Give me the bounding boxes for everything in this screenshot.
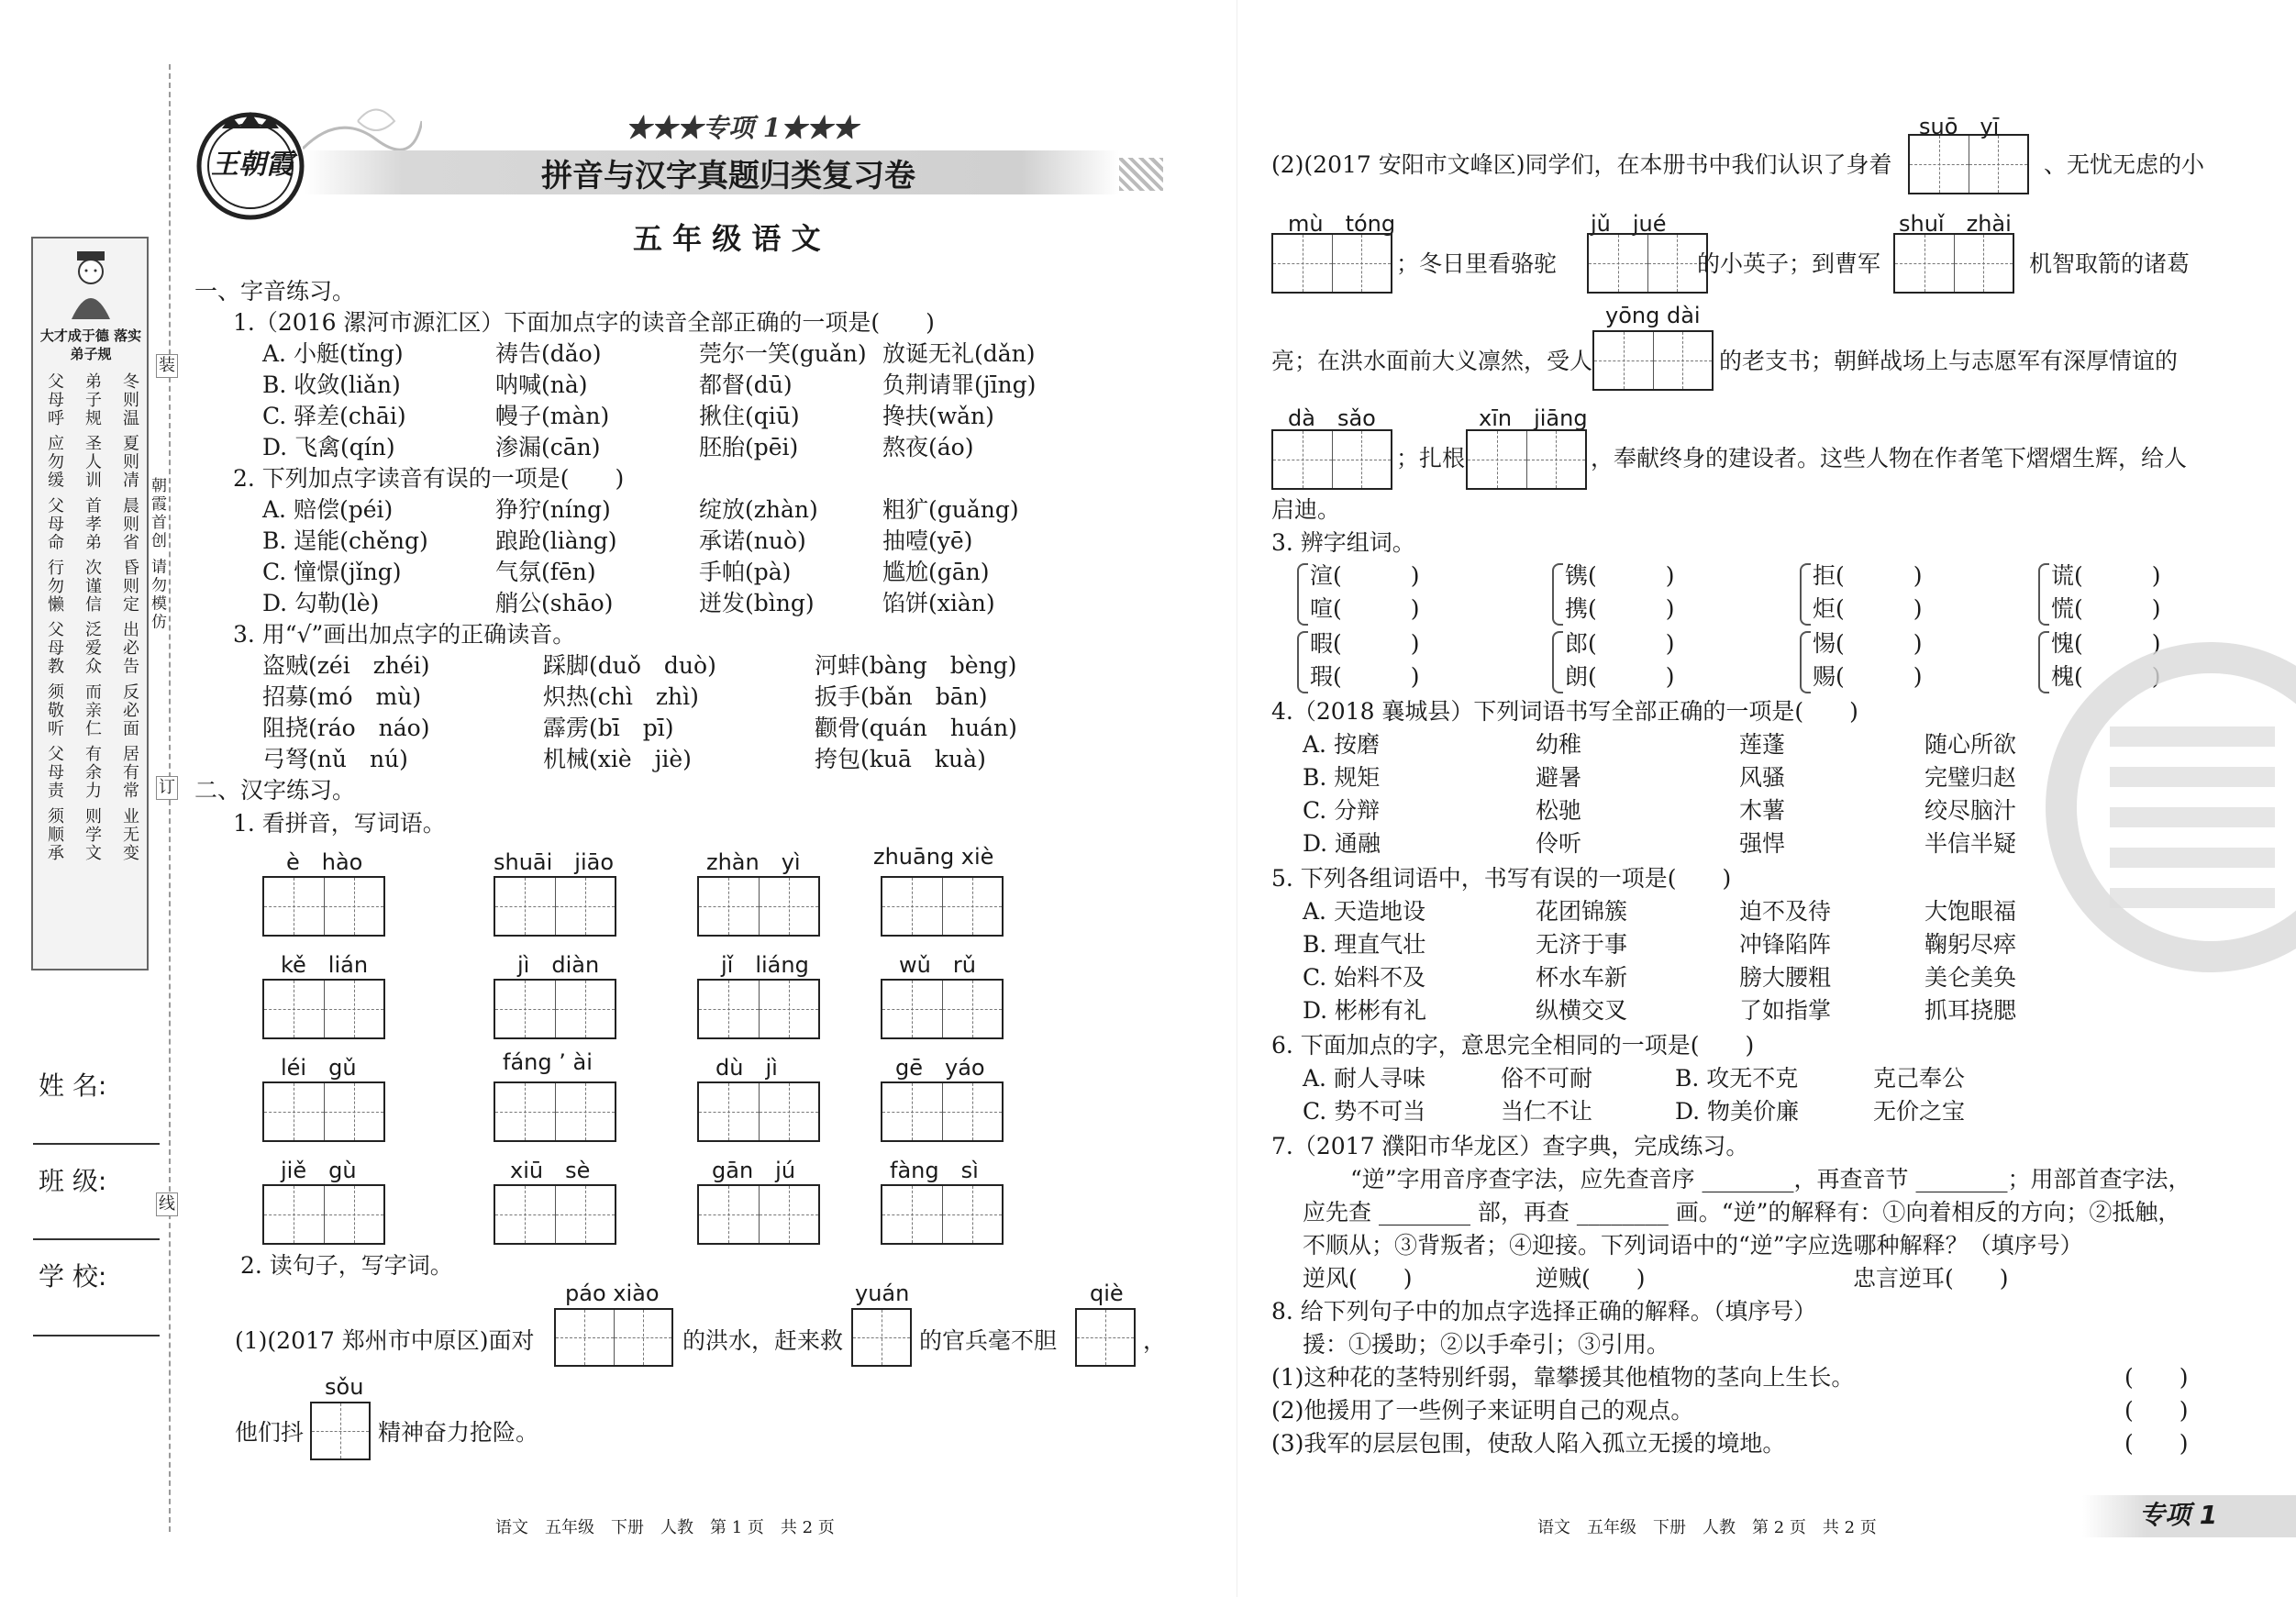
question-stem: 1.（2016 漯河市源汇区）下面加点字的读音全部正确的一项是( ) — [233, 309, 935, 336]
seal-watermark-glyph — [2110, 706, 2275, 908]
sentence-text: 的老支书；朝鲜战场上与志愿军有深厚情谊的 — [1719, 348, 2179, 374]
question-stem: 2. 下列加点字读音有误的一项是( ) — [233, 465, 625, 492]
option-cell: 当仁不让 — [1501, 1098, 1593, 1125]
option-cell: 完璧归赵 — [1924, 764, 2017, 791]
writing-box[interactable] — [1587, 233, 1708, 294]
group-brace — [1297, 631, 1308, 693]
option-cell: 随心所欲 — [1924, 731, 2017, 758]
name-field-line[interactable] — [33, 1143, 160, 1145]
pinyin-label: gē yáo — [895, 1055, 985, 1081]
pinyin-label: yuán — [855, 1281, 910, 1306]
char-item: 镌( ) — [1565, 562, 1675, 589]
pinyin-label: jiě gù — [281, 1158, 357, 1183]
option-cell: 无价之宝 — [1873, 1098, 1966, 1125]
writing-box[interactable] — [1592, 330, 1714, 391]
sentence-text: 的小英子；到曹军 — [1697, 250, 1881, 277]
option-cell: B. 理直气壮 — [1303, 931, 1426, 958]
group-brace — [2038, 631, 2049, 693]
option-cell: 呐喊(nà) — [495, 372, 588, 398]
sentence-text: ；冬日里看骆驼 — [1396, 250, 1558, 277]
option-cell: 莞尔一笑(guǎn) — [699, 340, 867, 367]
char-item: 赐( ) — [1813, 663, 1923, 690]
sentence-text: 机智取箭的诸葛 — [2029, 250, 2191, 277]
option-cell: 逆风( ) — [1303, 1265, 1413, 1292]
pinyin-label: fáng ’ ài — [503, 1049, 593, 1075]
class-label: 班 级: — [39, 1166, 107, 1196]
option-cell: 无济于事 — [1536, 931, 1628, 958]
group-brace — [1800, 563, 1811, 626]
writing-box[interactable] — [262, 876, 385, 937]
pinyin-label: xīn jiāng — [1479, 405, 1588, 431]
sentence-text: 的官兵毫不胆 — [919, 1327, 1058, 1354]
pinyin-label: shuǐ zhài — [1899, 211, 2012, 237]
option-cell: 花团锦簇 — [1536, 898, 1628, 925]
sentence-item: (1)这种花的茎特别纤弱，靠攀援其他植物的茎向上生长。 — [1271, 1364, 1855, 1391]
page-footer: 语文 五年级 下册 人教 第 1 页 共 2 页 — [495, 1518, 835, 1537]
writing-box[interactable] — [881, 876, 1004, 937]
option-cell: 幼稚 — [1536, 731, 1582, 758]
group-brace — [2038, 563, 2049, 626]
option-cell: 幔子(màn) — [495, 403, 610, 429]
option-cell: C. 始料不及 — [1303, 964, 1426, 991]
answer-paren[interactable]: ( ) — [2124, 1430, 2189, 1457]
option-cell: 冲锋陷阵 — [1739, 931, 1832, 958]
pinyin-label: léi gǔ — [281, 1055, 357, 1081]
option-cell: 手帕(pà) — [699, 559, 792, 585]
char-item: 炬( ) — [1813, 595, 1923, 622]
pinyin-label: wǔ rǔ — [899, 952, 976, 978]
option-cell: 忠言逆耳( ) — [1853, 1265, 2009, 1292]
copyright-note: 朝霞首创 请勿模仿 — [148, 477, 166, 632]
option-cell: 挎包(kuā kuà) — [815, 746, 986, 772]
answer-paren[interactable]: ( ) — [2124, 1397, 2189, 1424]
question-stem: 1. 看拼音，写词语。 — [233, 810, 446, 837]
writing-box[interactable] — [881, 1081, 1004, 1142]
pinyin-label: sǒu — [325, 1374, 364, 1400]
option-cell: 承诺(nuò) — [699, 527, 806, 554]
option-cell: 气氛(fēn) — [495, 559, 596, 585]
option-cell: 尴尬(gān) — [882, 559, 990, 585]
option-cell: 风骚 — [1739, 764, 1786, 791]
option-cell: 馅饼(xiàn) — [882, 590, 995, 616]
question-stem: 4.（2018 襄城县）下列词语书写全部正确的一项是( ) — [1271, 698, 1858, 725]
option-cell: A. 小艇(tǐng) — [262, 340, 404, 367]
class-field-line[interactable] — [33, 1238, 160, 1240]
writing-box[interactable] — [262, 1184, 385, 1245]
option-cell: 逆贼( ) — [1536, 1265, 1646, 1292]
char-item: 携( ) — [1565, 595, 1675, 622]
option-cell: 抽噎(yē) — [882, 527, 973, 554]
sentence-text: 他们抖 — [235, 1419, 305, 1446]
writing-box[interactable] — [697, 1184, 820, 1245]
option-cell: 鞠躬尽瘁 — [1924, 931, 2017, 958]
writing-box[interactable] — [554, 1308, 673, 1367]
writing-box[interactable] — [851, 1308, 912, 1367]
writing-box[interactable] — [494, 1184, 616, 1245]
option-cell: 机械(xiè jiè) — [543, 746, 692, 772]
option-cell: 美仑美奂 — [1924, 964, 2017, 991]
option-cell: 绽放(zhàn) — [699, 496, 818, 523]
question-stem: 3. 辨字组词。 — [1271, 529, 1415, 556]
option-cell: 都督(dū) — [699, 372, 793, 398]
pinyin-label: xiū sè — [510, 1158, 591, 1183]
group-brace — [1800, 631, 1811, 693]
sentence-text: 启迪。 — [1271, 496, 1341, 523]
char-item: 拒( ) — [1813, 562, 1923, 589]
option-cell: B. 逞能(chěng) — [262, 527, 428, 554]
option-cell: 纵横交叉 — [1536, 997, 1628, 1024]
option-cell: 弓弩(nǔ nú) — [262, 746, 408, 772]
option-cell: A. 赔偿(péi) — [262, 496, 394, 523]
binding-mark: 装 — [156, 354, 178, 378]
motto-col: 父母呼 应勿缓 父母命 行勿懒 父母教 须敬听 父母责 须顺承 — [45, 372, 64, 863]
question-stem: 3. 用“√”画出加点字的正确读音。 — [233, 621, 576, 648]
option-cell: 克己奉公 — [1873, 1065, 1966, 1092]
question-stem: 7.（2017 濮阳市华龙区）查字典，完成练习。 — [1271, 1133, 1749, 1159]
option-cell: 杯水车新 — [1536, 964, 1628, 991]
writing-box[interactable] — [494, 1081, 616, 1142]
writing-box[interactable] — [881, 979, 1004, 1039]
pinyin-label: mù tóng — [1288, 211, 1396, 237]
sentence-text: 亮；在洪水面前大义凛然，受人 — [1271, 348, 1593, 374]
option-cell: 阻挠(ráo náo) — [262, 715, 430, 741]
option-cell: 半信半疑 — [1924, 830, 2017, 857]
group-brace — [1552, 563, 1563, 626]
sentence-text: ， — [1143, 1327, 1167, 1354]
section-heading: 二、汉字练习。 — [194, 777, 356, 804]
option-cell: 踩脚(duǒ duò) — [543, 652, 716, 679]
option-cell: 抓耳挠腮 — [1924, 997, 2017, 1024]
pinyin-label: zhuāng xiè — [873, 844, 994, 870]
option-cell: 渗漏(cān) — [495, 434, 601, 460]
option-cell: C. 驿差(chāi) — [262, 403, 406, 429]
group-brace — [1297, 563, 1308, 626]
writing-box[interactable] — [262, 1081, 385, 1142]
sentence-item: (2)他援用了一些例子来证明自己的观点。 — [1271, 1397, 1694, 1424]
writing-box[interactable] — [1893, 233, 2014, 294]
pinyin-label: gān jú — [712, 1158, 796, 1183]
question-stem: 6. 下面加点的字，意思完全相同的一项是( ) — [1271, 1032, 1755, 1059]
sentence-text: ，奉献终身的建设者。这些人物在作者笔下熠熠生辉，给人 — [1591, 445, 2188, 471]
char-item: 惕( ) — [1813, 630, 1923, 657]
corner-label: 专项 1 — [2139, 1500, 2218, 1530]
brand-logo-text: 王朝霞 — [211, 149, 294, 181]
option-cell: 霹雳(bī pī) — [543, 715, 674, 741]
writing-box[interactable] — [1271, 429, 1392, 490]
char-item: 愧( ) — [2051, 630, 2161, 657]
group-brace — [1552, 631, 1563, 693]
writing-box[interactable] — [494, 876, 616, 937]
option-cell: 扳手(bǎn bān) — [815, 683, 988, 710]
sentence-text: 的洪水，赶来救 — [682, 1327, 844, 1354]
question-stem: 2. 读句子，写字词。 — [240, 1252, 453, 1279]
char-item: 郎( ) — [1565, 630, 1675, 657]
section-heading: 一、字音练习。 — [194, 278, 356, 305]
pinyin-label: zhàn yì — [706, 849, 801, 875]
motto-top: 大才成于德 落实弟子规 — [39, 327, 142, 362]
char-item: 慌( ) — [2051, 595, 2161, 622]
paragraph-line: 应先查 ________ 部，再查 ________ 画。“逆”的解释有：①向着相反的方向；②抵触， — [1303, 1199, 2181, 1225]
writing-box[interactable] — [1908, 134, 2029, 194]
option-cell: A. 按磨 — [1303, 731, 1380, 758]
writing-box[interactable] — [1271, 233, 1392, 294]
motto-columns — [42, 372, 141, 959]
option-cell: 胚胎(pēi) — [699, 434, 799, 460]
pinyin-label: jǐ liáng — [721, 952, 809, 978]
option-cell: 狰狞(níng) — [495, 496, 611, 523]
char-item: 瑕( ) — [1310, 663, 1420, 690]
option-cell: C. 势不可当 — [1303, 1098, 1426, 1125]
char-item: 渲( ) — [1310, 562, 1420, 589]
writing-box[interactable] — [494, 979, 616, 1039]
sentence-text: (2)(2017 安阳市文峰区)同学们，在本册书中我们认识了身着 — [1271, 151, 1892, 178]
option-cell: 艄公(shāo) — [495, 590, 614, 616]
option-cell: 了如指掌 — [1739, 997, 1832, 1024]
pinyin-label: dù jì — [715, 1055, 778, 1081]
option-cell: 莲蓬 — [1739, 731, 1786, 758]
series-label: ★★★专项 1★★★ — [626, 113, 859, 143]
paragraph-line: “逆”字用音序查字法，应先查音序 ________，再查音节 ________；用部首查字法， — [1350, 1166, 2191, 1192]
sentence-text: 精神奋力抢险。 — [378, 1419, 539, 1446]
option-cell: 祷告(dǎo) — [495, 340, 602, 367]
paragraph-line: 不顺从；③背叛者；④迎接。下列词语中的“逆”字应选哪种解释？（填序号） — [1303, 1232, 2083, 1259]
pinyin-label: kě lián — [281, 952, 369, 978]
pinyin-label: suō yī — [1919, 114, 2000, 139]
motto-col: 弟子规 圣人训 首孝弟 次谨信 泛爱众 而亲仁 有余力 则学文 — [83, 372, 102, 863]
question-stem: 8. 给下列句子中的加点字选择正确的解释。（填序号） — [1271, 1298, 1817, 1325]
option-cell: D. 飞禽(qín) — [262, 434, 395, 460]
binding-mark: 线 — [156, 1192, 178, 1216]
binding-mark: 订 — [156, 776, 178, 800]
option-cell: D. 勾勒(lè) — [262, 590, 380, 616]
writing-box[interactable] — [310, 1402, 371, 1460]
page-title: 拼音与汉字真题归类复习卷 — [541, 158, 915, 194]
option-cell: D. 彬彬有礼 — [1303, 997, 1427, 1024]
option-cell: 盗贼(zéi zhéi) — [262, 652, 430, 679]
option-cell: 膀大腰粗 — [1739, 964, 1832, 991]
option-cell: 负荆请罪(jīng) — [882, 372, 1037, 398]
option-cell: C. 分辩 — [1303, 797, 1381, 824]
char-item: 槐( ) — [2051, 663, 2161, 690]
option-cell: 松驰 — [1536, 797, 1582, 824]
page-footer: 语文 五年级 下册 人教 第 2 页 共 2 页 — [1537, 1518, 1877, 1537]
pinyin-label: dà sǎo — [1288, 405, 1376, 431]
option-cell: A. 耐人寻味 — [1303, 1065, 1425, 1092]
question-stem: 5. 下列各组词语中，书写有误的一项是( ) — [1271, 865, 1732, 892]
writing-box[interactable] — [697, 1081, 820, 1142]
writing-box[interactable] — [1466, 429, 1587, 490]
pinyin-label: qiè — [1090, 1281, 1124, 1306]
option-cell: 颧骨(quán huán) — [815, 715, 1017, 741]
writing-box[interactable] — [697, 979, 820, 1039]
option-cell: 招募(mó mù) — [262, 683, 422, 710]
option-cell: 迫不及待 — [1739, 898, 1832, 925]
writing-box[interactable] — [262, 979, 385, 1039]
option-cell: 粗犷(guǎng) — [882, 496, 1019, 523]
motto-col: 冬则温 夏则凊 晨则省 昏则定 出必告 反必面 居有常 业无变 — [120, 372, 139, 863]
option-cell: 木薯 — [1739, 797, 1786, 824]
page-subtitle: 五 年 级 语 文 — [633, 221, 821, 256]
name-label: 姓 名: — [39, 1070, 107, 1101]
pinyin-label: è hào — [286, 849, 363, 875]
option-cell: A. 天造地设 — [1303, 898, 1425, 925]
scholar-icon — [64, 250, 117, 323]
sentence-item: (3)我军的层层包围，使敌人陷入孤立无援的境地。 — [1271, 1430, 1786, 1457]
char-item: 暇( ) — [1310, 630, 1420, 657]
pinyin-label: fàng sì — [890, 1158, 979, 1183]
sentence-text: 、无忧无虑的小 — [2044, 151, 2205, 178]
writing-box[interactable] — [881, 1184, 1004, 1245]
option-cell: 大饱眼福 — [1924, 898, 2017, 925]
option-cell: 搀扶(wǎn) — [882, 403, 994, 429]
school-label: 学 校: — [39, 1261, 107, 1292]
option-cell: 迸发(bìng) — [699, 590, 815, 616]
option-cell: D. 物美价廉 — [1675, 1098, 1800, 1125]
school-field-line[interactable] — [33, 1335, 160, 1336]
option-cell: 河蚌(bàng bèng) — [815, 652, 1017, 679]
motto-panel — [31, 237, 149, 970]
option-cell: B. 收敛(liǎn) — [262, 372, 401, 398]
option-cell: 俗不可耐 — [1501, 1065, 1593, 1092]
char-item: 朗( ) — [1565, 663, 1675, 690]
pinyin-label: páo xiào — [565, 1281, 660, 1306]
option-cell: 放诞无礼(dǎn) — [882, 340, 1036, 367]
option-cell: C. 憧憬(jǐng) — [262, 559, 402, 585]
writing-box[interactable] — [697, 876, 820, 937]
ribbon-decoration — [303, 103, 422, 158]
sentence-text: (1)(2017 郑州市中原区)面对 — [235, 1327, 535, 1354]
title-pattern — [1119, 158, 1163, 191]
option-cell: 绞尽脑汁 — [1924, 797, 2017, 824]
option-cell: 伶听 — [1536, 830, 1582, 857]
pinyin-label: jì diàn — [517, 952, 600, 978]
option-cell: 炽热(chì zhì) — [543, 683, 699, 710]
answer-paren[interactable]: ( ) — [2124, 1364, 2189, 1391]
sentence-text: ；扎根 — [1396, 445, 1466, 471]
pinyin-label: shuāi jiāo — [494, 849, 615, 875]
brand-logo — [194, 110, 306, 222]
char-item: 谎( ) — [2051, 562, 2161, 589]
option-cell: 揪住(qiū) — [699, 403, 800, 429]
pinyin-label: yōng dài — [1605, 303, 1701, 328]
option-cell: 熬夜(áo) — [882, 434, 974, 460]
definition-line: 援：①援助；②以手牵引；③引用。 — [1303, 1331, 1670, 1358]
option-cell: D. 通融 — [1303, 830, 1381, 857]
option-cell: B. 攻无不克 — [1675, 1065, 1799, 1092]
option-cell: 避暑 — [1536, 764, 1582, 791]
writing-box[interactable] — [1075, 1308, 1136, 1367]
char-item: 喧( ) — [1310, 595, 1420, 622]
option-cell: B. 规矩 — [1303, 764, 1381, 791]
option-cell: 强悍 — [1739, 830, 1786, 857]
pinyin-label: jǔ jué — [1591, 211, 1667, 237]
option-cell: 踉跄(liàng) — [495, 527, 617, 554]
